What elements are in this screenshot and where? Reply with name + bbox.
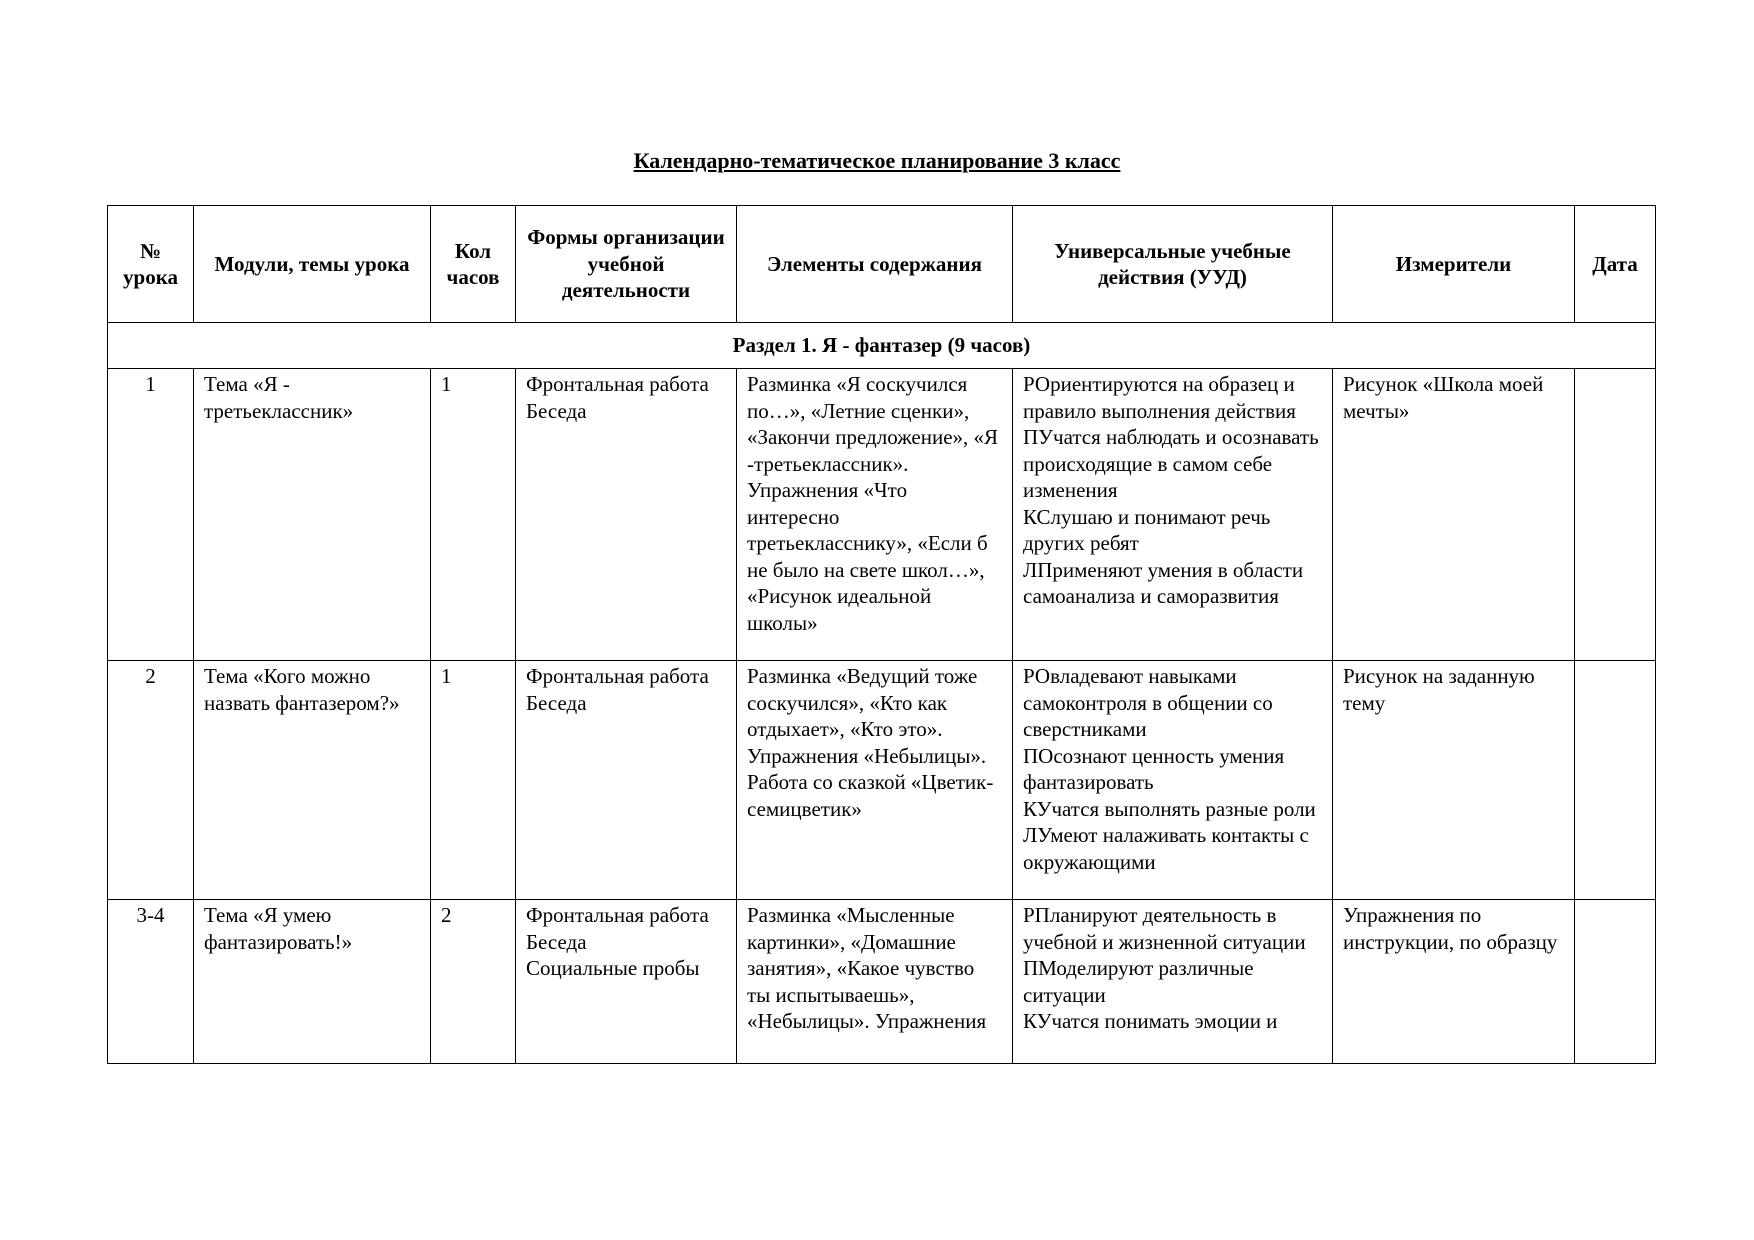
lesson-forms xyxy=(516,900,737,1064)
table-row xyxy=(108,661,1656,900)
uud-item: КСлушаю и понимают речь других ребят xyxy=(1023,504,1276,555)
lesson-number: 3-4 xyxy=(108,900,194,1064)
lesson-hours: 1 xyxy=(431,661,516,900)
header-num: № урока xyxy=(108,206,194,323)
header-content: Элементы содержания xyxy=(737,206,1013,323)
form-item: Фронтальная работа xyxy=(526,664,709,688)
lesson-number: 1 xyxy=(108,369,194,661)
form-item: Беседа xyxy=(526,398,587,423)
uud-item: ЛПрименяют умения в области самоанализа и саморазвития xyxy=(1023,557,1309,608)
lesson-content: Разминка «Ведущий тоже соскучился», «Кто как отдыхает», «Кто это». Упражнения «Небылицы». Работа со сказкой «Цветик-семицветик» xyxy=(737,661,1013,900)
lesson-topic: Тема «Кого можно назвать фантазером?» xyxy=(194,661,431,900)
form-item: Беседа xyxy=(526,690,587,715)
uud-item: ЛУмеют налаживать контакты с окружающими xyxy=(1023,823,1315,874)
lesson-measures: Рисунок «Школа моей мечты» xyxy=(1333,369,1575,661)
lesson-uud xyxy=(1013,369,1333,661)
uud-item: РОвладевают навыками самоконтроля в общении со сверстниками xyxy=(1023,664,1278,741)
planning-table xyxy=(107,205,1656,1064)
uud-item: РПланируют деятельность в учебной и жизненной ситуации xyxy=(1023,903,1306,954)
lesson-hours: 1 xyxy=(431,369,516,661)
lesson-date xyxy=(1575,661,1656,900)
table-row xyxy=(108,900,1656,1064)
uud-item: ПОсознают ценность умения фантазировать xyxy=(1023,743,1290,794)
form-item: Фронтальная работа xyxy=(526,903,709,927)
header-forms: Формы организации учебной деятельности xyxy=(516,206,737,323)
lesson-content: Разминка «Мысленные картинки», «Домашние занятия», «Какое чувство ты испытываешь», «Небылицы». Упражнения xyxy=(737,900,1013,1064)
form-item: Социальные пробы xyxy=(526,956,700,980)
uud-item: РОриентируются на образец и правило выполнения действия xyxy=(1023,372,1301,423)
header-modules: Модули, темы урока xyxy=(194,206,431,323)
lesson-topic: Тема «Я - третьеклассник» xyxy=(194,369,431,661)
section-title: Раздел 1. Я - фантазер (9 часов) xyxy=(108,323,1656,369)
header-measures: Измерители xyxy=(1333,206,1575,323)
table-row xyxy=(108,369,1656,661)
uud-item: ПМоделируют различные ситуации xyxy=(1023,956,1259,1007)
header-hours: Кол часов xyxy=(431,206,516,323)
lesson-forms xyxy=(516,661,737,900)
lesson-forms xyxy=(516,369,737,661)
uud-item: КУчатся выполнять разные роли xyxy=(1023,796,1316,821)
lesson-measures: Упражнения по инструкции, по образцу xyxy=(1333,900,1575,1064)
form-item: Фронтальная работа xyxy=(526,372,709,396)
lesson-hours: 2 xyxy=(431,900,516,1064)
lesson-uud xyxy=(1013,900,1333,1064)
form-item: Беседа xyxy=(526,929,587,954)
lesson-uud xyxy=(1013,661,1333,900)
header-date: Дата xyxy=(1575,206,1656,323)
lesson-measures: Рисунок на заданную тему xyxy=(1333,661,1575,900)
page-title: Календарно-тематическое планирование 3 класс xyxy=(633,148,1121,173)
lesson-topic: Тема «Я умею фантазировать!» xyxy=(194,900,431,1064)
lesson-content: Разминка «Я соскучился по…», «Летние сценки», «Закончи предложение», «Я -третьеклассник». Упражнения «Что интересно третьекласснику», «Если б не было на свете школ…», «Рисунок идеальной школы» xyxy=(737,369,1013,661)
table-header-row xyxy=(108,206,1656,323)
header-uud: Универсальные учебные действия (УУД) xyxy=(1013,206,1333,323)
uud-item: ПУчатся наблюдать и осознавать происходящие в самом себе изменения xyxy=(1023,425,1324,502)
section-row xyxy=(108,323,1656,369)
lesson-number: 2 xyxy=(108,661,194,900)
lesson-date xyxy=(1575,369,1656,661)
uud-item: КУчатся понимать эмоции и xyxy=(1023,1009,1278,1033)
lesson-date xyxy=(1575,900,1656,1064)
